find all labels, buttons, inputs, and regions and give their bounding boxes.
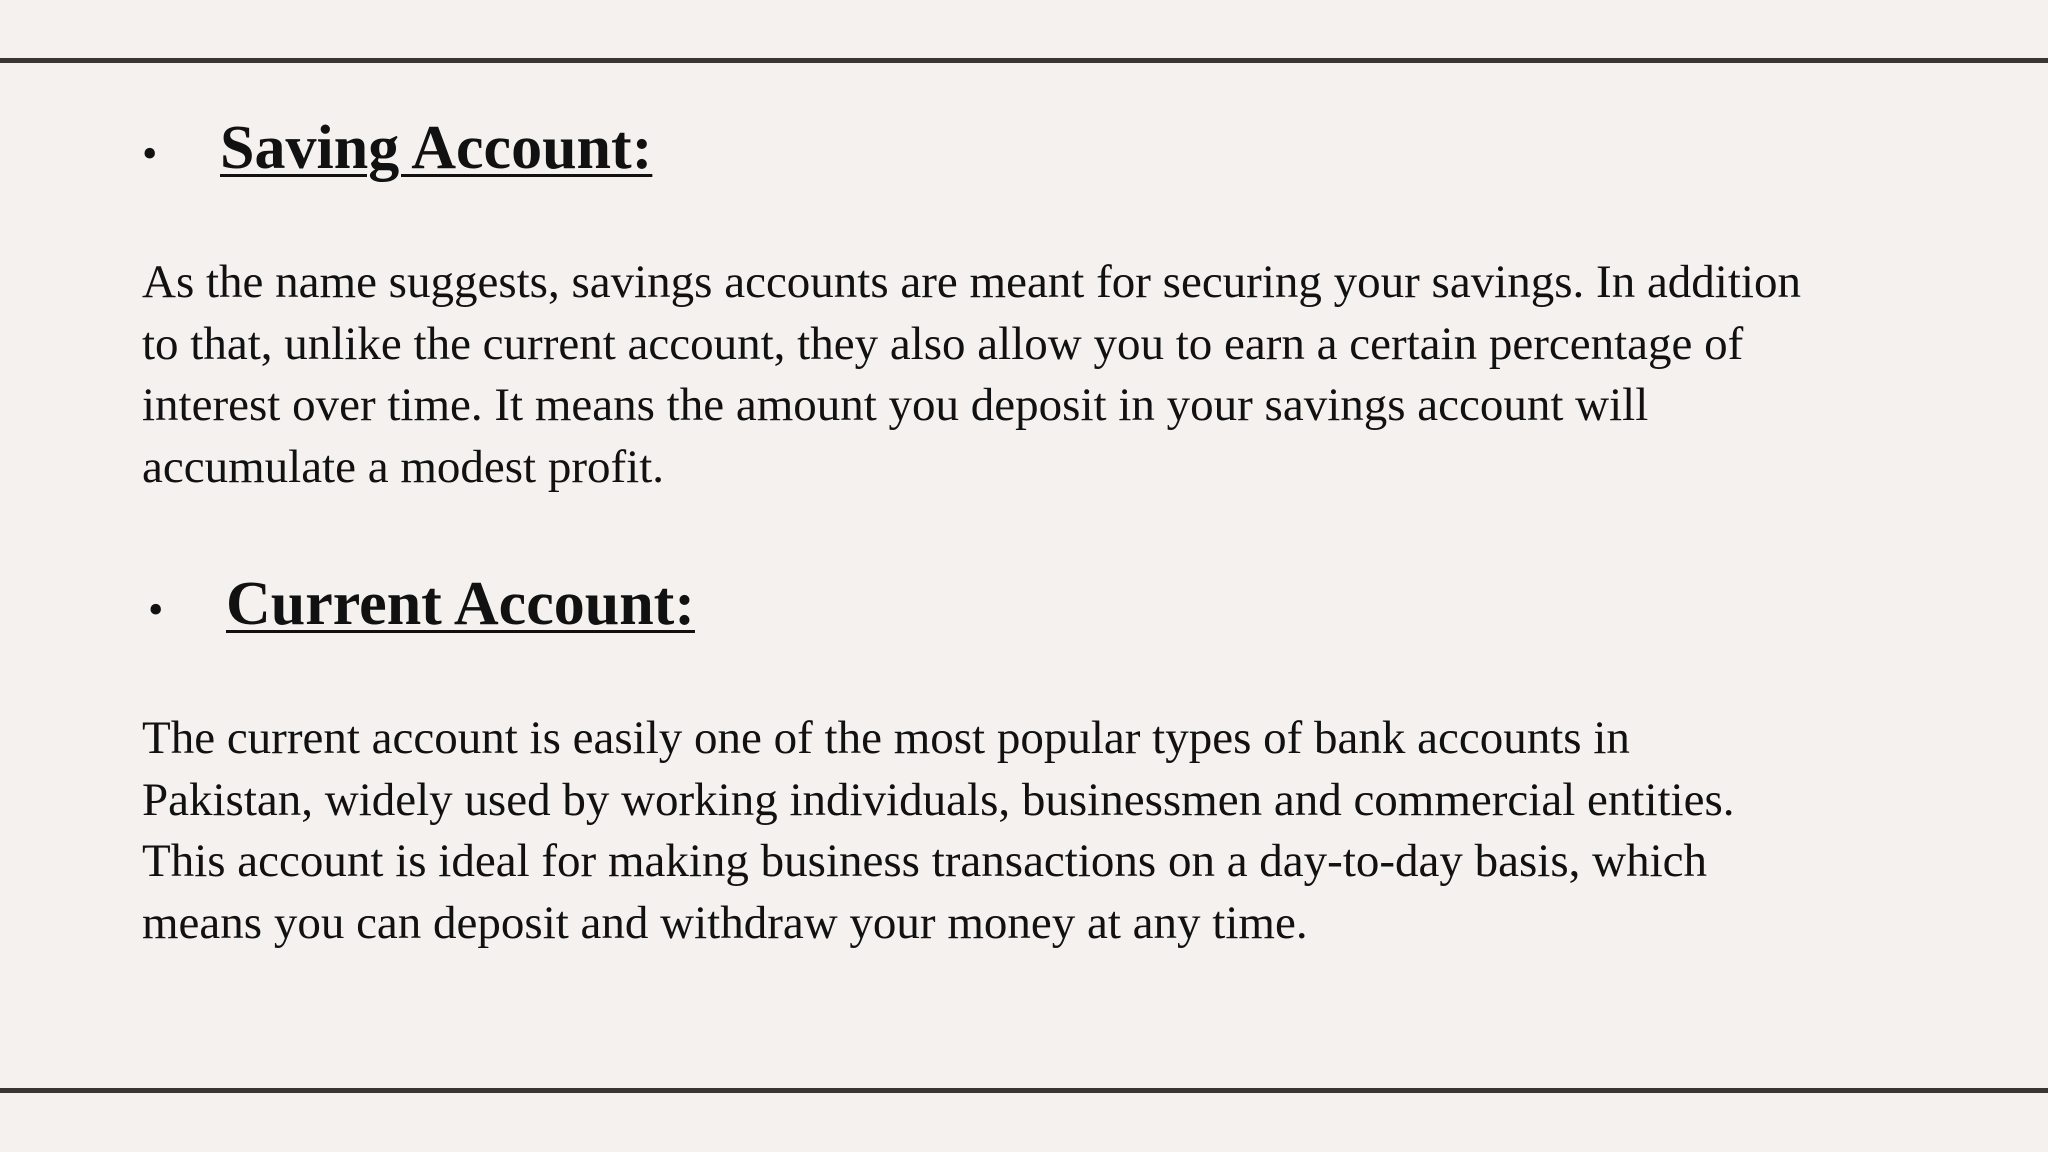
paragraph-line: This account is ideal for making business transactions on a day-to-day basis, which [142, 835, 1707, 887]
paragraph-line: As the name suggests, savings accounts are meant for securing your savings. In addition [142, 256, 1801, 308]
current-account-heading: Current Account: [226, 570, 695, 638]
paragraph-line: Pakistan, widely used by working individuals, businessmen and commercial entities. [142, 773, 1735, 826]
paragraph-line: interest over time. It means the amount you deposit in your savings account will [142, 379, 1649, 431]
bullet-point: • [142, 129, 158, 178]
saving-account-heading: Saving Account: [220, 114, 653, 182]
bullet-point: • [148, 585, 164, 634]
paragraph-line: means you can deposit and withdraw your money at any time. [142, 896, 1308, 949]
paragraph-line: The current account is easily one of the most popular types of bank accounts in [142, 712, 1630, 764]
paragraph-line: to that, unlike the current account, they also allow you to earn a certain percentage of [142, 317, 1744, 370]
saving-account-heading-row [142, 108, 652, 194]
bottom-divider [0, 1088, 2048, 1093]
paragraph-line: accumulate a modest profit. [142, 440, 665, 493]
current-account-heading-row [148, 564, 695, 650]
current-account-paragraph [142, 708, 2022, 954]
saving-account-paragraph [142, 252, 2022, 498]
top-divider [0, 58, 2048, 63]
